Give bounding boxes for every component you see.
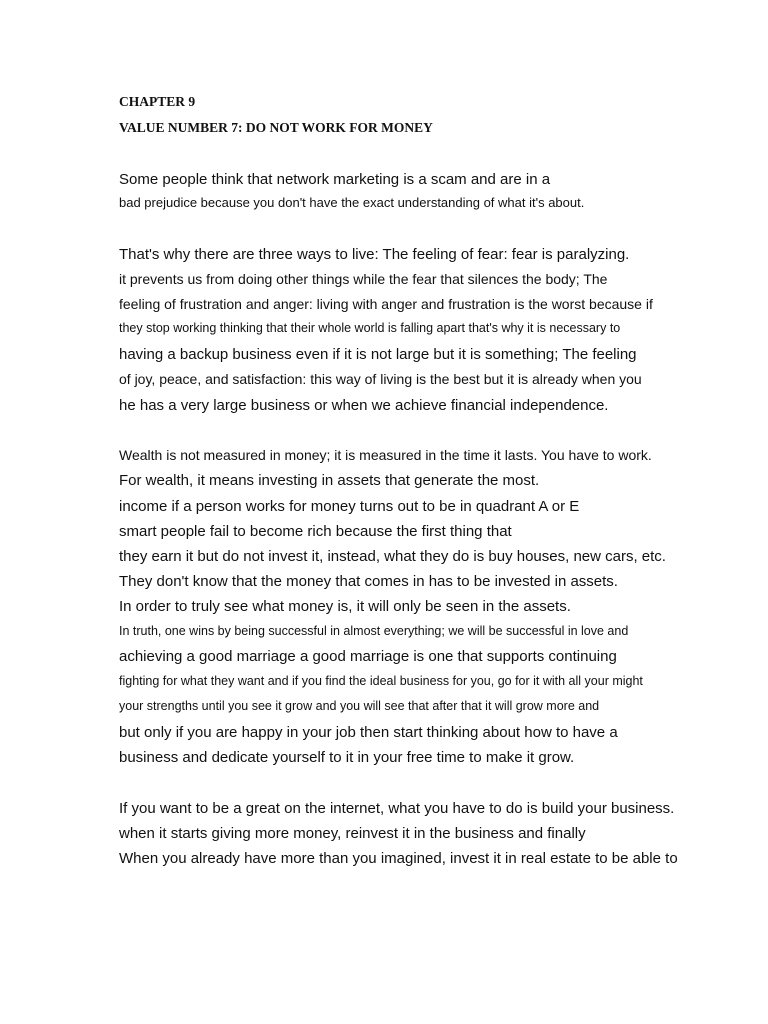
text-line: but only if you are happy in your job then start thinking about how to have a bbox=[119, 724, 618, 741]
text-line: They don't know that the money that comes in has to be invested in assets. bbox=[119, 573, 618, 590]
text-line: feeling of frustration and anger: living with anger and frustration is the worst because if bbox=[119, 296, 653, 312]
chapter-number: CHAPTER 9 bbox=[119, 94, 196, 109]
chapter-title: VALUE NUMBER 7: DO NOT WORK FOR MONEY bbox=[119, 120, 433, 135]
text-line: achieving a good marriage a good marriage is one that supports continuing bbox=[119, 648, 617, 665]
text-line: having a backup business even if it is not large but it is something; The feeling bbox=[119, 346, 637, 363]
text-line: he has a very large business or when we achieve financial independence. bbox=[119, 397, 609, 414]
text-line: your strengths until you see it grow and you will see that after that it will grow more and bbox=[119, 699, 600, 713]
text-line: bad prejudice because you don't have the exact understanding of what it's about. bbox=[119, 195, 585, 210]
text-line: In order to truly see what money is, it will only be seen in the assets. bbox=[119, 598, 571, 615]
text-line: For wealth, it means investing in assets that generate the most. bbox=[119, 472, 540, 489]
text-line: they earn it but do not invest it, instead, what they do is buy houses, new cars, etc. bbox=[119, 548, 666, 565]
text-line: If you want to be a great on the internet, what you have to do is build your business. bbox=[119, 800, 675, 817]
text-line: Some people think that network marketing is a scam and are in a bbox=[119, 171, 551, 188]
text-line: they stop working thinking that their whole world is falling apart that's why it is necessary to bbox=[119, 321, 621, 335]
text-line: business and dedicate yourself to it in your free time to make it grow. bbox=[119, 749, 575, 766]
text-line: fighting for what they want and if you find the ideal business for you, go for it with all your might bbox=[119, 674, 643, 688]
text-line: That's why there are three ways to live: The feeling of fear: fear is paralyzing. bbox=[119, 246, 630, 263]
text-line: smart people fail to become rich because the first thing that bbox=[119, 523, 512, 540]
text-line: When you already have more than you imagined, invest it in real estate to be able to bbox=[119, 850, 678, 867]
text-line: of joy, peace, and satisfaction: this way of living is the best but it is already when you bbox=[119, 371, 642, 387]
text-line: income if a person works for money turns out to be in quadrant A or E bbox=[119, 498, 580, 515]
text-line: it prevents us from doing other things while the fear that silences the body; The bbox=[119, 271, 608, 287]
text-line: In truth, one wins by being successful in almost everything; we will be successful in love and bbox=[119, 624, 629, 638]
text-line: when it starts giving more money, reinvest it in the business and finally bbox=[119, 825, 586, 842]
text-line: Wealth is not measured in money; it is measured in the time it lasts. You have to work. bbox=[119, 447, 652, 463]
